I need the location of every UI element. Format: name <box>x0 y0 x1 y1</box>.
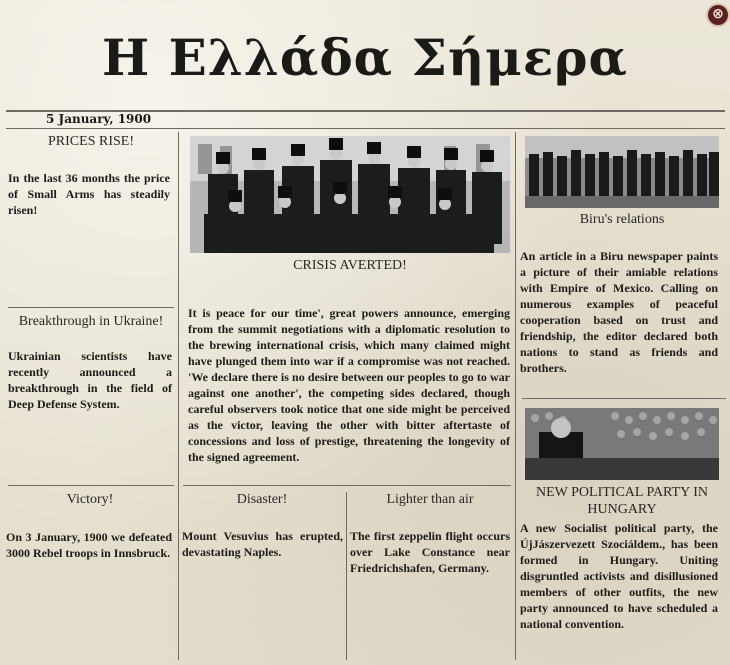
zeppelin-headline: Lighter than air <box>386 492 474 507</box>
crisis-body: It is peace for our time', great powers announce, emerging from the summit negotiations with a diplomatic resolution to the brewing international crisis, which many claimed might have plunged them into war if a compromise was not reached. 'We declare there is no desire between our peoples to go to war against one another', the competing sides declared, though careful observers took notice that one side might be perceived as the victor, leaving the other with bitter aftertaste of concessions and loss of prestige, threatening the longevity of the signed agreement. <box>188 306 510 464</box>
newspaper-masthead: Η Ελλάδα Σήμερα <box>101 28 628 87</box>
zeppelin-body: The first zeppelin flight occurs over Lake Constance near Friedrichshafen, Germany. <box>350 529 510 575</box>
prices-body: In the last 36 months the price of Small Arms has steadily risen! <box>8 171 170 217</box>
column-divider-left <box>178 132 179 660</box>
date-rule <box>6 128 725 129</box>
victory-body: On 3 January, 1900 we defeated 3000 Rebel troops in Innsbruck. <box>6 530 172 560</box>
divider-right <box>522 398 726 399</box>
ukraine-body: Ukrainian scientists have recently announced a breakthrough in the field of Deep Defense System. <box>8 349 172 411</box>
disaster-headline: Disaster! <box>236 492 288 507</box>
party-headline: NEW POLITICAL PARTY IN HUNGARY <box>536 485 708 517</box>
column-divider-right <box>515 132 516 660</box>
divider-left-1 <box>8 307 174 308</box>
crisis-photo <box>190 136 510 253</box>
issue-date: 5 January, 1900 <box>46 112 152 126</box>
party-body: A new Socialist political party, the ÚjJászervezett Szociáldem., has been formed in Hungary. Uniting disgruntled activists and disillusioned members of other outfits, the new party announced to have scheduled a national convention. <box>520 521 718 631</box>
biru-headline: Biru's relations <box>579 212 665 227</box>
ukraine-headline: Breakthrough in Ukraine! <box>18 314 164 329</box>
close-button[interactable]: ⊗ <box>706 3 730 27</box>
biru-photo <box>525 136 719 208</box>
prices-headline: PRICES RISE! <box>48 134 134 149</box>
divider-left-2 <box>8 485 174 486</box>
disaster-body: Mount Vesuvius has erupted, devastating Naples. <box>182 529 343 559</box>
victory-headline: Victory! <box>66 492 114 507</box>
party-photo <box>525 408 719 480</box>
biru-body: An article in a Biru newspaper paints a picture of their amiable relations with Empire of Mexico. Calling on numerous examples of peaceful cooperation based on trust and friendship, the editor declared both nations to stand as friends and brothers. <box>520 249 718 375</box>
column-divider-bottom-middle <box>346 492 347 660</box>
divider-center <box>183 485 511 486</box>
crisis-headline: CRISIS AVERTED! <box>293 258 407 273</box>
